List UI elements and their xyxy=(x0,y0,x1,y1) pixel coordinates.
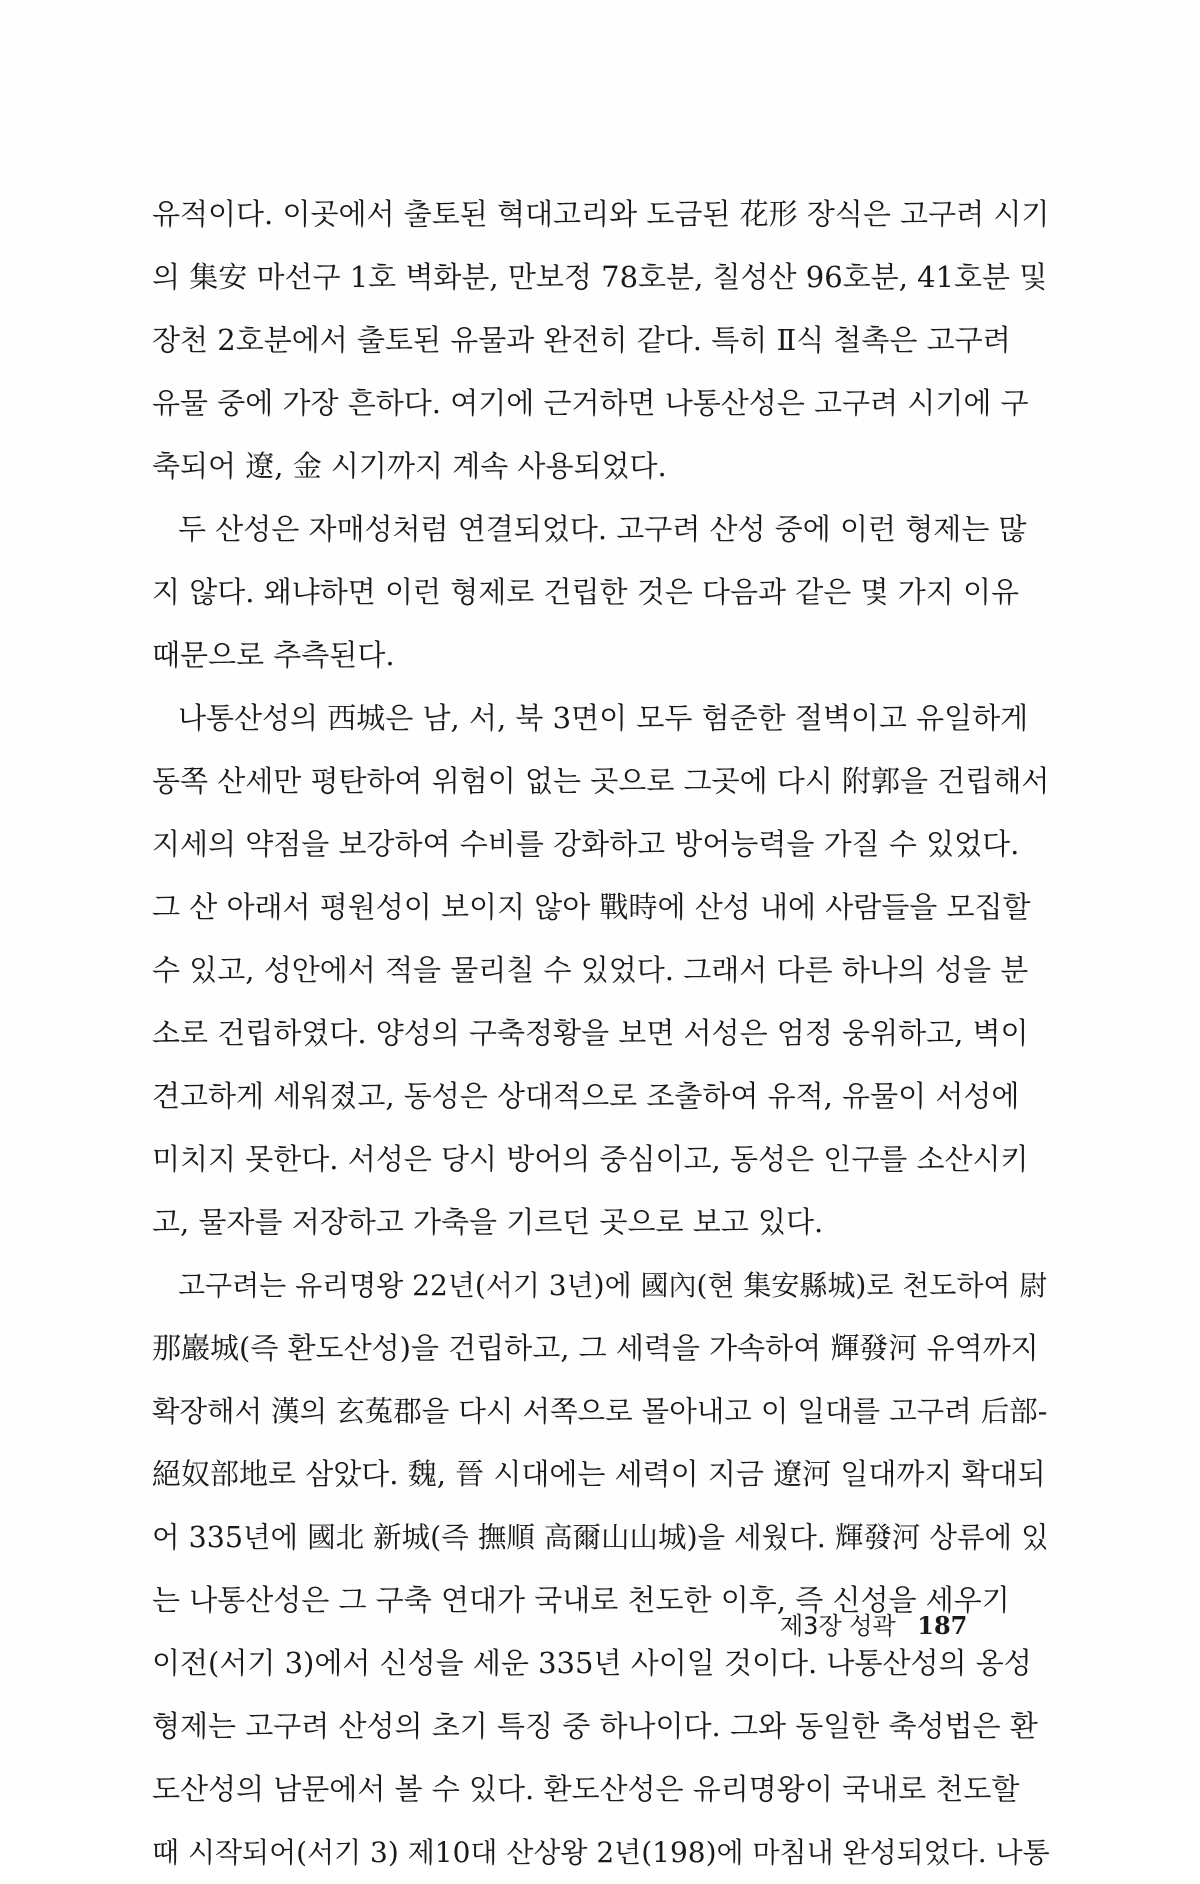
text-line: 어 335년에 國北 新城(즉 撫順 高爾山山城)을 세웠다. 輝發河 상류에 있 xyxy=(152,1521,1049,1554)
text-line: 축되어 遼, 金 시기까지 계속 사용되었다. xyxy=(152,449,667,483)
paragraph-start-line: 나통산성의 西城은 남, 서, 북 3면이 모두 험준한 절벽이고 유일하게 xyxy=(178,701,1029,735)
text-line: 형제는 고구려 산성의 초기 특징 중 하나이다. 그와 동일한 축성법은 환 xyxy=(152,1709,1038,1743)
text-line: 유물 중에 가장 흔하다. 여기에 근거하면 나통산성은 고구려 시기에 구 xyxy=(152,386,1029,420)
text-line: 지세의 약점을 보강하여 수비를 강화하고 방어능력을 가질 수 있었다. xyxy=(152,827,1020,861)
text-line: 수 있고, 성안에서 적을 물리칠 수 있었다. 그래서 다른 하나의 성을 분 xyxy=(152,953,1029,987)
text-line: 동쪽 산세만 평탄하여 위험이 없는 곳으로 그곳에 다시 附郭을 건립해서 xyxy=(152,764,1050,798)
text-line: 는 나통산성은 그 구축 연대가 국내로 천도한 이후, 즉 신성을 세우기 xyxy=(152,1583,1010,1617)
page-footer xyxy=(780,1606,1010,1646)
paragraph-start-line: 고구려는 유리명왕 22년(서기 3년)에 國內(현 集安縣城)로 천도하여 尉 xyxy=(178,1269,1048,1302)
paragraph-start-line: 두 산성은 자매성처럼 연결되었다. 고구려 산성 중에 이런 형제는 많 xyxy=(178,512,1027,546)
text-line: 유적이다. 이곳에서 출토된 혁대고리와 도금된 花形 장식은 고구려 시기 xyxy=(152,197,1050,231)
text-line: 의 集安 마선구 1호 벽화분, 만보정 78호분, 칠성산 96호분, 41호분 및 xyxy=(152,260,1048,294)
text-line: 때 시작되어(서기 3) 제10대 산상왕 2년(198)에 마침내 완성되었다. 나통 xyxy=(152,1836,1050,1869)
text-line: 이전(서기 3)에서 신성을 세운 335년 사이일 것이다. 나통산성의 옹성 xyxy=(152,1646,1032,1680)
text-line: 소로 건립하였다. 양성의 구축정황을 보면 서성은 엄정 웅위하고, 벽이 xyxy=(152,1016,1029,1050)
text-line: 도산성의 남문에서 볼 수 있다. 환도산성은 유리명왕이 국내로 천도할 xyxy=(152,1772,1020,1806)
text-line: 견고하게 세워졌고, 동성은 상대적으로 조출하여 유적, 유물이 서성에 xyxy=(152,1079,1020,1113)
text-line: 지 않다. 왜냐하면 이런 형제로 건립한 것은 다음과 같은 몇 가지 이유 xyxy=(152,575,1019,609)
text-line: 미치지 못한다. 서성은 당시 방어의 중심이고, 동성은 인구를 소산시키 xyxy=(152,1142,1029,1176)
text-line: 絕奴部地로 삼았다. 魏, 晉 시대에는 세력이 지금 遼河 일대까지 확대되 xyxy=(152,1457,1046,1491)
chapter-title: 제3장 성곽 xyxy=(780,1612,896,1640)
text-line: 那巖城(즉 환도산성)을 건립하고, 그 세력을 가속하여 輝發河 유역까지 xyxy=(152,1331,1039,1365)
text-line: 때문으로 추측된다. xyxy=(152,638,395,672)
text-line: 장천 2호분에서 출토된 유물과 완전히 같다. 특히 Ⅱ식 철촉은 고구려 xyxy=(152,323,1011,357)
text-line: 확장해서 漢의 玄菟郡을 다시 서쪽으로 몰아내고 이 일대를 고구려 后部- xyxy=(152,1395,1048,1428)
page-number: 187 xyxy=(917,1611,968,1640)
text-line: 고, 물자를 저장하고 가축을 기르던 곳으로 보고 있다. xyxy=(152,1205,824,1239)
text-line: 그 산 아래서 평원성이 보이지 않아 戰時에 산성 내에 사람들을 모집할 xyxy=(152,890,1031,924)
